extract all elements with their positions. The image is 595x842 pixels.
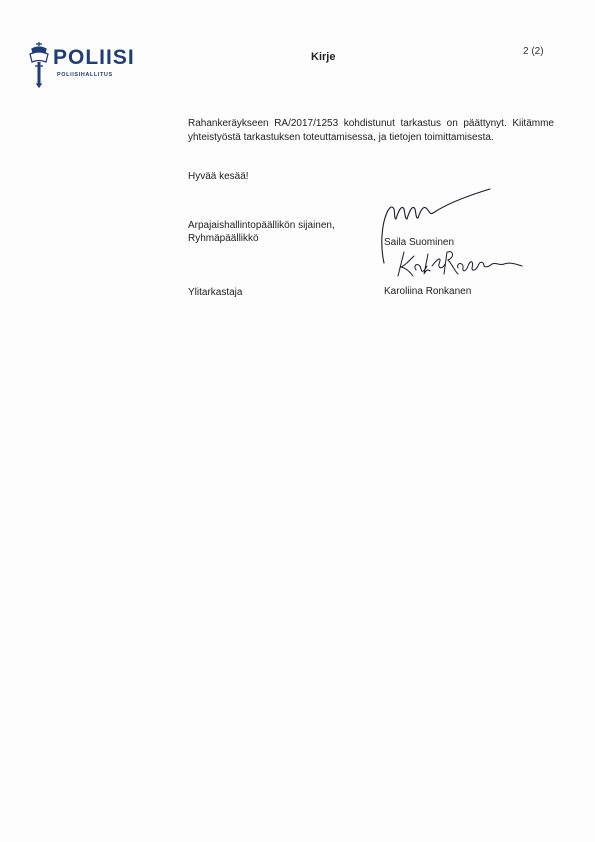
signature-karoliina-ronkanen [392,248,527,280]
document-type: Kirje [311,51,336,63]
signer-2-name: Karoliina Ronkanen [384,286,472,297]
signer-1-title-line-2: Ryhmäpäällikkö [188,233,259,244]
signer-1-name: Saila Suominen [384,237,455,248]
logo-wordmark: POLIISI [53,46,135,69]
police-emblem-icon [26,40,52,88]
signer-1-title-line-1: Arpajaishallintopäällikön sijainen, [188,220,335,231]
page-number: 2 (2) [523,46,544,57]
body-paragraph [188,117,554,144]
logo-subtitle: POLIISIHALLITUS [57,72,113,78]
police-logo [26,40,156,90]
paragraph-text: Rahankeräykseen RA/2017/1253 kohdistunut tarkastus on päättynyt. Kiitämme yhteistyöstä tarkastuksen toteuttamisessa, ja tietojen toimittamisesta. [188,118,554,143]
signer-2-title: Ylitarkastaja [188,287,243,298]
greeting: Hyvää kesää! [188,171,249,182]
